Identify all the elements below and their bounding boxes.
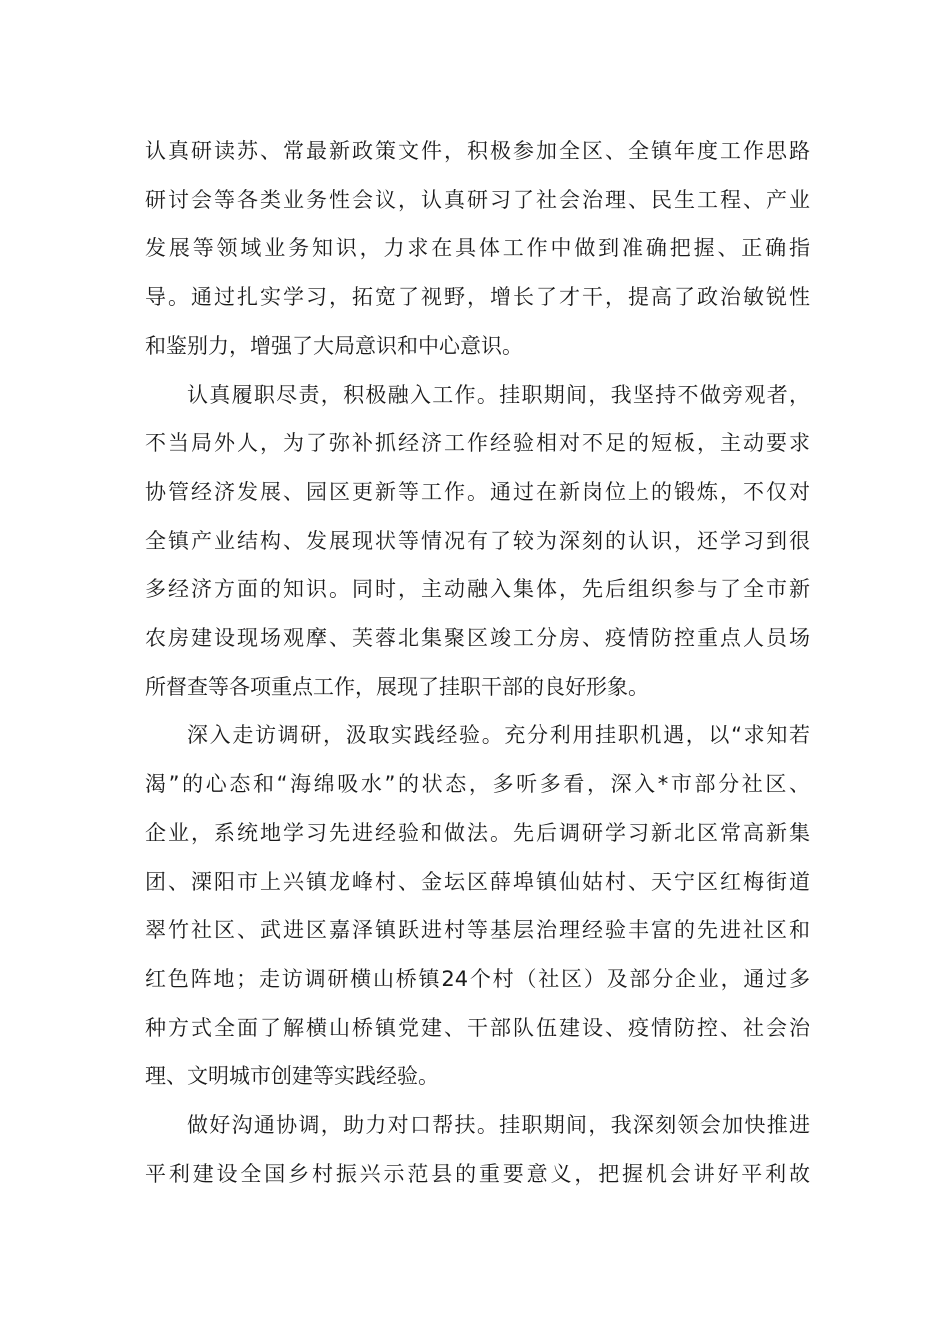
- text-line: 深入走访调研，汲取实践经验。充分利用挂职机遇，以“求知若: [187, 723, 810, 748]
- text-line: 平利建设全国乡村振兴示范县的重要意义，把握机会讲好平利故: [145, 1161, 810, 1186]
- text-line: 认真履职尽责，积极融入工作。挂职期间，我坚持不做旁观者，: [187, 382, 810, 407]
- text-line: 农房建设现场观摩、芙蓉北集聚区竣工分房、疫情防控重点人员场: [145, 626, 810, 651]
- document-body: [145, 127, 810, 1198]
- text-line: 渴”的心态和“海绵吸水”的状态，多听多看，深入*市部分社区、: [145, 772, 810, 797]
- text-line: 不当局外人，为了弥补抓经济工作经验相对不足的短板，主动要求: [145, 431, 810, 456]
- paragraph-duty: [145, 371, 810, 712]
- paragraph-research: [145, 711, 810, 1101]
- text-line: 翠竹社区、武进区嘉泽镇跃进村等基层治理经验丰富的先进社区和: [145, 918, 810, 943]
- text-line: 导。通过扎实学习，拓宽了视野，增长了才干，提高了政治敏锐性: [145, 285, 810, 310]
- text-line: 多经济方面的知识。同时，主动融入集体，先后组织参与了全市新: [145, 577, 810, 602]
- text-line: 和鉴别力，增强了大局意识和中心意识。: [145, 333, 523, 358]
- text-line: 理、文明城市创建等实践经验。: [145, 1064, 439, 1089]
- text-line: 企业，系统地学习先进经验和做法。先后调研学习新北区常高新集: [145, 820, 810, 845]
- text-line: 发展等领域业务知识，力求在具体工作中做到准确把握、正确指: [145, 236, 810, 261]
- text-line: 做好沟通协调，助力对口帮扶。挂职期间，我深刻领会加快推进: [187, 1113, 810, 1138]
- text-line: 研讨会等各类业务性会议，认真研习了社会治理、民生工程、产业: [145, 187, 810, 212]
- text-line: 红色阵地；走访调研横山桥镇24个村（社区）及部分企业，通过多: [145, 966, 810, 991]
- text-line: 所督查等各项重点工作，展现了挂职干部的良好形象。: [145, 674, 649, 699]
- text-line: 全镇产业结构、发展现状等情况有了较为深刻的认识，还学习到很: [145, 528, 810, 553]
- paragraph-coordination: [145, 1101, 810, 1198]
- text-line: 协管经济发展、园区更新等工作。通过在新岗位上的锻炼，不仅对: [145, 479, 810, 504]
- text-line: 团、溧阳市上兴镇龙峰村、金坛区薛埠镇仙姑村、天宁区红梅街道: [145, 869, 810, 894]
- text-line: 认真研读苏、常最新政策文件，积极参加全区、全镇年度工作思路: [145, 139, 810, 163]
- text-line: 种方式全面了解横山桥镇党建、干部队伍建设、疫情防控、社会治: [145, 1015, 810, 1040]
- paragraph-study: [145, 127, 810, 371]
